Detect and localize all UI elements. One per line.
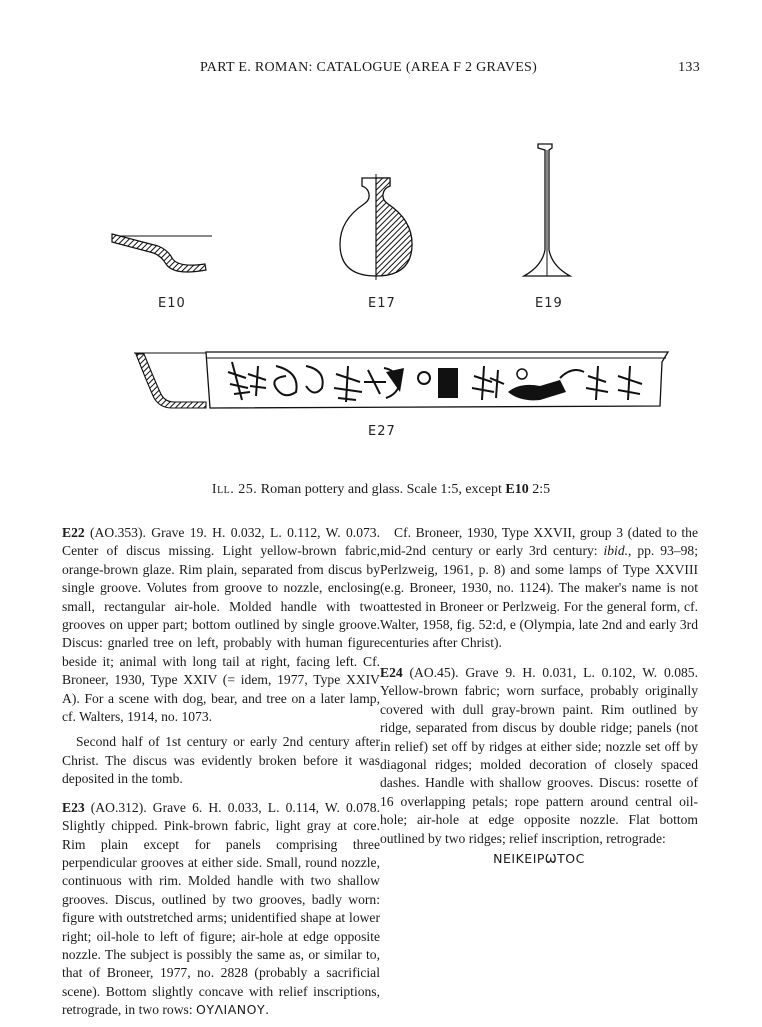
entry-e24: [380, 664, 698, 868]
running-header: [200, 60, 700, 80]
figure-label-e27: E27: [368, 424, 396, 439]
right-column: [380, 524, 698, 660]
inscription-e24: ΝΕΙΚΕΙΡѠΤΟϹ: [493, 851, 585, 867]
e27-dish-drawing: [134, 352, 668, 408]
figure-caption: [0, 482, 762, 498]
caption-text: Roman pottery and glass. Scale 1:5, except: [260, 482, 502, 497]
figure-label-e10: E10: [158, 296, 186, 311]
right-column-e24: [380, 664, 698, 875]
caption-ref: E10: [505, 482, 529, 497]
entry-e23: [62, 799, 380, 1020]
entry-id-e24: E24: [380, 665, 403, 680]
entry-e23-comparanda: [380, 524, 698, 653]
illustration-figure: [0, 130, 762, 460]
e17-flask-drawing: [340, 174, 412, 280]
e10-profile-drawing: [112, 234, 212, 272]
e19-unguentarium-drawing: [524, 144, 570, 276]
entry-id-e22: E22: [62, 525, 85, 540]
caption-ill-number: Ill. 25.: [211, 482, 258, 497]
e23-comparanda-ibid: ibid.: [603, 543, 629, 559]
pottery-drawings: [0, 130, 762, 460]
caption-scale: 2:5: [532, 482, 551, 497]
e23-comparanda-b: , pp. 93–98; Perlzweig, 1961, p. 8) and some lamps of Type XXVIII (e.g. Broneer, 1930, no. 1124). The maker's name is not attested in Broneer or Perlzweig. For the general form, cf. Walter, 1958, fig. 52:d, e (Olympia, late 2nd and early 3rd centuries after Christ).: [380, 543, 698, 651]
e23-comparanda-a: Cf. Broneer, 1930, Type XXVII, group 3 (dated to the mid-2nd century or early 3rd century:: [380, 525, 698, 559]
entry-body-e24: (AO.45). Grave 9. H. 0.031, L. 0.102, W. 0.085. Yellow-brown fabric; worn surface, probably originally covered with dull gray-brown paint. Rim outlined by ridge, separated from discus by double ridge; panels (not in relief) set off by ridges at either side; nozzle set off by diagonal ridges; molded decoration of closely spaced dashes. Handle with shallow grooves. Discus: rosette of 16 overlapping petals; rope pattern around central oil-hole; air-hole at edge opposite nozzle. Flat bottom outlined by two ridges; relief inscription, retrograde:: [380, 665, 698, 846]
entry-id-e23: E23: [62, 799, 85, 815]
figure-label-e19: E19: [535, 296, 563, 311]
inscription-e23: ΟΥΛΙΑΝΟΥ.: [196, 1002, 270, 1018]
entry-e22-dating: Second half of 1st century or early 2nd century after Christ. The discus was evidently broken before it was deposited in the tomb.: [62, 734, 380, 787]
page-number: 133: [678, 60, 700, 75]
entry-body-e22: (AO.353). Grave 19. H. 0.032, L. 0.112, W. 0.073. Center of discus missing. Light yellow-brown fabric, orange-brown glaze. Rim plain, separated from discus by single groove. Volutes from groove to nozzle, enclosing small, rectangular air-hole. Molded handle with two grooves on upper part; bottom outlined by single groove. Discus: gnarled tree on left, probably with human figure beside it; animal with long tail at right, facing left. Cf. Broneer, 1930, Type XXIV (= idem, 1977, Type XXIV A). For a scene with dog, bear, and tree on a later lamp, cf. Walters, 1914, no. 1073.: [62, 525, 380, 725]
running-title: PART E. ROMAN: CATALOGUE (AREA F 2 GRAVES): [200, 60, 538, 75]
figure-label-e17: E17: [368, 296, 396, 311]
entry-body-e23: (AO.312). Grave 6. H. 0.033, L. 0.114, W. 0.078. Slightly chipped. Pink-brown fabric, light gray at core. Rim plain except for panels comprising three perpendicular grooves at either side. Small, round nozzle, continuous with rim. Molded handle with two shallow grooves. Discus, outlined by two grooves, badly worn: figure with outstretched arms; unidentified shape at lower right; oil-hole to left of figure; air-hole at edge opposite nozzle. The subject is possibly the same as, or similar to, that of Broneer, 1977, no. 2828 (probably a sacrificial scene). Bottom slightly concave with relief inscriptions, retrograde, in two rows:: [62, 799, 380, 1018]
entry-e22: [62, 524, 380, 726]
left-column: [62, 524, 380, 1027]
